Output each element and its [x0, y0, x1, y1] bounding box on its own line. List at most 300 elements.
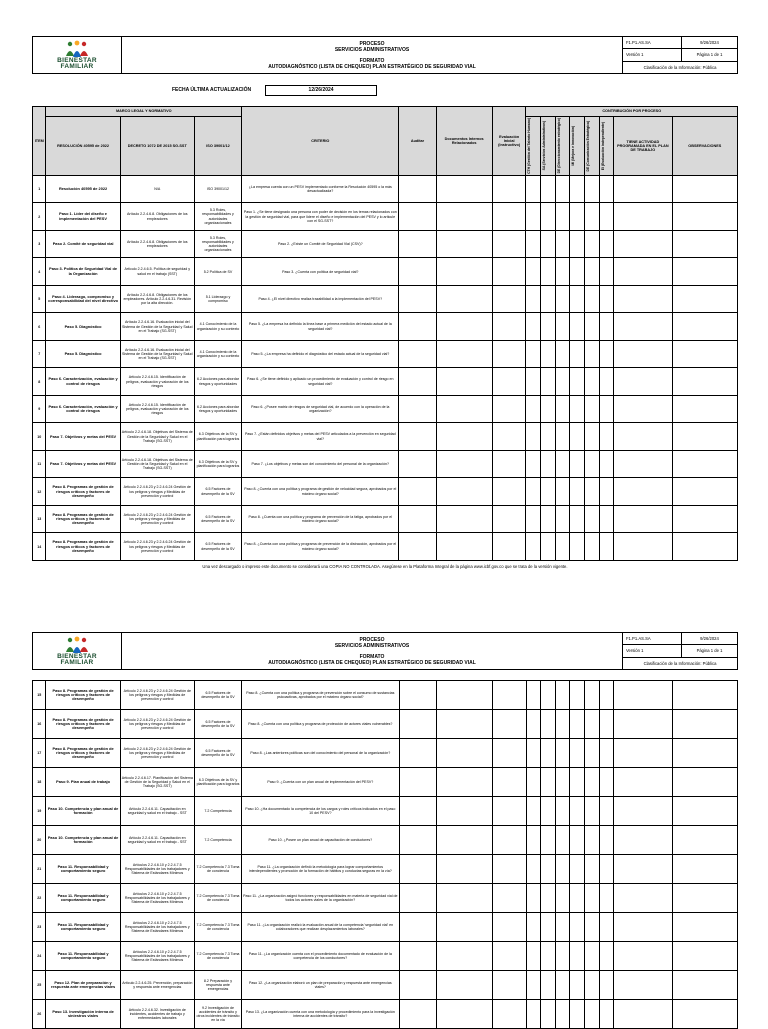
plan-cell[interactable] — [614, 681, 672, 710]
c2-cell[interactable] — [541, 884, 556, 913]
auditar-cell[interactable] — [399, 285, 436, 313]
c1-cell[interactable] — [526, 768, 541, 797]
plan-cell[interactable] — [614, 368, 672, 396]
plan-cell[interactable] — [614, 258, 672, 286]
c4-cell[interactable] — [570, 313, 585, 341]
c6-cell[interactable] — [599, 533, 614, 561]
c3-cell[interactable] — [555, 313, 570, 341]
c4-cell[interactable] — [570, 175, 585, 203]
c4-cell[interactable] — [570, 423, 585, 451]
plan-cell[interactable] — [614, 285, 672, 313]
obs-cell[interactable] — [672, 710, 737, 739]
c3-cell[interactable] — [555, 768, 570, 797]
c4-cell[interactable] — [570, 340, 585, 368]
auditar-cell[interactable] — [399, 450, 436, 478]
c6-cell[interactable] — [599, 681, 614, 710]
auditar-cell[interactable] — [399, 884, 436, 913]
eval-cell[interactable] — [492, 942, 526, 971]
c6-cell[interactable] — [599, 395, 614, 423]
eval-cell[interactable] — [492, 505, 526, 533]
auditar-cell[interactable] — [399, 855, 436, 884]
c2-cell[interactable] — [541, 942, 556, 971]
c2-cell[interactable] — [541, 826, 556, 855]
c5-cell[interactable] — [584, 913, 599, 942]
eval-cell[interactable] — [492, 826, 526, 855]
c4-cell[interactable] — [570, 203, 585, 231]
c3-cell[interactable] — [555, 368, 570, 396]
c1-cell[interactable] — [526, 368, 541, 396]
obs-cell[interactable] — [672, 971, 737, 1000]
docs-cell[interactable] — [436, 768, 492, 797]
c5-cell[interactable] — [584, 942, 599, 971]
eval-cell[interactable] — [492, 340, 526, 368]
c6-cell[interactable] — [599, 710, 614, 739]
obs-cell[interactable] — [672, 478, 737, 506]
docs-cell[interactable] — [436, 855, 492, 884]
docs-cell[interactable] — [436, 340, 492, 368]
c3-cell[interactable] — [555, 505, 570, 533]
docs-cell[interactable] — [436, 710, 492, 739]
auditar-cell[interactable] — [399, 797, 436, 826]
auditar-cell[interactable] — [399, 826, 436, 855]
auditar-cell[interactable] — [399, 533, 436, 561]
docs-cell[interactable] — [436, 533, 492, 561]
c5-cell[interactable] — [584, 710, 599, 739]
c5-cell[interactable] — [584, 884, 599, 913]
auditar-cell[interactable] — [399, 913, 436, 942]
c2-cell[interactable] — [541, 478, 556, 506]
eval-cell[interactable] — [492, 230, 526, 258]
plan-cell[interactable] — [614, 423, 672, 451]
c2-cell[interactable] — [541, 1000, 556, 1029]
plan-cell[interactable] — [614, 942, 672, 971]
eval-cell[interactable] — [492, 533, 526, 561]
eval-cell[interactable] — [492, 768, 526, 797]
obs-cell[interactable] — [672, 258, 737, 286]
docs-cell[interactable] — [436, 230, 492, 258]
c5-cell[interactable] — [584, 395, 599, 423]
auditar-cell[interactable] — [399, 681, 436, 710]
c6-cell[interactable] — [599, 739, 614, 768]
process-label: PROCESO — [359, 40, 385, 47]
eval-cell[interactable] — [492, 739, 526, 768]
auditar-cell[interactable] — [399, 423, 436, 451]
c3-cell[interactable] — [555, 203, 570, 231]
plan-cell[interactable] — [614, 203, 672, 231]
auditar-cell[interactable] — [399, 230, 436, 258]
plan-cell[interactable] — [614, 533, 672, 561]
c1-cell[interactable] — [526, 313, 541, 341]
eval-cell[interactable] — [492, 258, 526, 286]
c2-cell[interactable] — [541, 175, 556, 203]
c5-cell[interactable] — [584, 739, 599, 768]
iso-cell: 5.2 Política de SV — [194, 258, 241, 286]
c1-cell[interactable] — [526, 203, 541, 231]
c4-cell[interactable] — [570, 884, 585, 913]
docs-cell[interactable] — [436, 884, 492, 913]
c3-cell[interactable] — [555, 478, 570, 506]
c6-cell[interactable] — [599, 230, 614, 258]
c6-cell[interactable] — [599, 450, 614, 478]
c3-cell[interactable] — [555, 797, 570, 826]
obs-cell[interactable] — [672, 450, 737, 478]
c6-cell[interactable] — [599, 942, 614, 971]
eval-cell[interactable] — [492, 423, 526, 451]
obs-cell[interactable] — [672, 313, 737, 341]
criterion-cell: Paso 11. ¿La organización realizó la evaluación anual de la competencia 'seguridad vial' en colaboradores que realizan desplazamientos laborales? — [242, 913, 399, 942]
eval-cell[interactable] — [492, 884, 526, 913]
c5-cell[interactable] — [584, 768, 599, 797]
c2-cell[interactable] — [541, 340, 556, 368]
c2-cell[interactable] — [541, 450, 556, 478]
c6-cell[interactable] — [599, 884, 614, 913]
docs-cell[interactable] — [436, 942, 492, 971]
docs-cell[interactable] — [436, 505, 492, 533]
c3-cell[interactable] — [555, 450, 570, 478]
auditar-cell[interactable] — [399, 971, 436, 1000]
c6-cell[interactable] — [599, 203, 614, 231]
c6-cell[interactable] — [599, 478, 614, 506]
c1-cell[interactable] — [526, 258, 541, 286]
docs-cell[interactable] — [436, 1000, 492, 1029]
c6-cell[interactable] — [599, 913, 614, 942]
c2-cell[interactable] — [541, 533, 556, 561]
c1-cell[interactable] — [526, 797, 541, 826]
c5-cell[interactable] — [584, 203, 599, 231]
c5-cell[interactable] — [584, 285, 599, 313]
c4-cell[interactable] — [570, 230, 585, 258]
eval-cell[interactable] — [492, 368, 526, 396]
auditar-cell[interactable] — [399, 505, 436, 533]
c2-cell[interactable] — [541, 681, 556, 710]
eval-cell[interactable] — [492, 203, 526, 231]
auditar-cell[interactable] — [399, 313, 436, 341]
c3-cell[interactable] — [555, 340, 570, 368]
c6-cell[interactable] — [599, 797, 614, 826]
obs-cell[interactable] — [672, 423, 737, 451]
c5-cell[interactable] — [584, 533, 599, 561]
c4-cell[interactable] — [570, 739, 585, 768]
c6-cell[interactable] — [599, 340, 614, 368]
c2-cell[interactable] — [541, 230, 556, 258]
eval-cell[interactable] — [492, 395, 526, 423]
auditar-cell[interactable] — [399, 395, 436, 423]
auditar-cell[interactable] — [399, 175, 436, 203]
c2-cell[interactable] — [541, 739, 556, 768]
c5-cell[interactable] — [584, 478, 599, 506]
c6-cell[interactable] — [599, 971, 614, 1000]
c3-cell[interactable] — [555, 258, 570, 286]
eval-cell[interactable] — [492, 855, 526, 884]
c4-cell[interactable] — [570, 826, 585, 855]
c3-cell[interactable] — [555, 230, 570, 258]
c1-cell[interactable] — [526, 175, 541, 203]
docs-cell[interactable] — [436, 175, 492, 203]
c1-cell[interactable] — [526, 855, 541, 884]
obs-cell[interactable] — [672, 681, 737, 710]
c6-cell[interactable] — [599, 285, 614, 313]
c3-cell[interactable] — [555, 971, 570, 1000]
auditar-cell[interactable] — [399, 340, 436, 368]
eval-cell[interactable] — [492, 450, 526, 478]
c3-cell[interactable] — [555, 285, 570, 313]
auditar-cell[interactable] — [399, 203, 436, 231]
plan-cell[interactable] — [614, 710, 672, 739]
c2-cell[interactable] — [541, 797, 556, 826]
c4-cell[interactable] — [570, 681, 585, 710]
obs-cell[interactable] — [672, 884, 737, 913]
auditar-cell[interactable] — [399, 739, 436, 768]
c3-cell[interactable] — [555, 942, 570, 971]
c6-cell[interactable] — [599, 368, 614, 396]
decree-cell: Artículo 2.2.4.6.15. Identificación de peligros, evaluación y valoración de los riesgos — [120, 368, 194, 396]
docs-cell[interactable] — [436, 739, 492, 768]
auditar-cell[interactable] — [399, 942, 436, 971]
c4-cell[interactable] — [570, 368, 585, 396]
c3-cell[interactable] — [555, 175, 570, 203]
c1-cell[interactable] — [526, 450, 541, 478]
c5-cell[interactable] — [584, 175, 599, 203]
c6-cell[interactable] — [599, 258, 614, 286]
c6-cell[interactable] — [599, 1000, 614, 1029]
auditar-cell[interactable] — [399, 368, 436, 396]
c6-cell[interactable] — [599, 826, 614, 855]
c4-cell[interactable] — [570, 450, 585, 478]
c3-cell[interactable] — [555, 423, 570, 451]
obs-cell[interactable] — [672, 175, 737, 203]
plan-cell[interactable] — [614, 395, 672, 423]
obs-cell[interactable] — [672, 739, 737, 768]
c1-cell[interactable] — [526, 942, 541, 971]
plan-cell[interactable] — [614, 450, 672, 478]
eval-cell[interactable] — [492, 797, 526, 826]
c1-cell[interactable] — [526, 739, 541, 768]
auditar-cell[interactable] — [399, 258, 436, 286]
c5-cell[interactable] — [584, 505, 599, 533]
docs-cell[interactable] — [436, 681, 492, 710]
c4-cell[interactable] — [570, 285, 585, 313]
c5-cell[interactable] — [584, 368, 599, 396]
c1-cell[interactable] — [526, 230, 541, 258]
family-logo-icon — [64, 636, 90, 654]
c5-cell[interactable] — [584, 313, 599, 341]
c4-cell[interactable] — [570, 395, 585, 423]
c4-cell[interactable] — [570, 797, 585, 826]
obs-cell[interactable] — [672, 826, 737, 855]
eval-cell[interactable] — [492, 971, 526, 1000]
eval-cell[interactable] — [492, 285, 526, 313]
c4-cell[interactable] — [570, 710, 585, 739]
c6-cell[interactable] — [599, 175, 614, 203]
c3-cell[interactable] — [555, 855, 570, 884]
eval-cell[interactable] — [492, 478, 526, 506]
docs-cell[interactable] — [436, 450, 492, 478]
c4-cell[interactable] — [570, 768, 585, 797]
docs-cell[interactable] — [436, 368, 492, 396]
c2-cell[interactable] — [541, 768, 556, 797]
c4-cell[interactable] — [570, 855, 585, 884]
docs-cell[interactable] — [436, 913, 492, 942]
eval-cell[interactable] — [492, 681, 526, 710]
plan-cell[interactable] — [614, 313, 672, 341]
c4-cell[interactable] — [570, 505, 585, 533]
docs-cell[interactable] — [436, 971, 492, 1000]
c5-cell[interactable] — [584, 258, 599, 286]
auditar-cell[interactable] — [399, 478, 436, 506]
obs-cell[interactable] — [672, 285, 737, 313]
c2-cell[interactable] — [541, 913, 556, 942]
c5-cell[interactable] — [584, 340, 599, 368]
plan-cell[interactable] — [614, 478, 672, 506]
docs-cell[interactable] — [436, 423, 492, 451]
c5-cell[interactable] — [584, 1000, 599, 1029]
plan-cell[interactable] — [614, 739, 672, 768]
c2-cell[interactable] — [541, 505, 556, 533]
resolution-cell: Paso 11. Responsabilidad y comportamiento seguro — [46, 855, 120, 884]
obs-cell[interactable] — [672, 505, 737, 533]
c5-cell[interactable] — [584, 855, 599, 884]
obs-cell[interactable] — [672, 230, 737, 258]
c2-cell[interactable] — [541, 710, 556, 739]
auditar-cell[interactable] — [399, 710, 436, 739]
c4-cell[interactable] — [570, 1000, 585, 1029]
c6-cell[interactable] — [599, 768, 614, 797]
c4-cell[interactable] — [570, 971, 585, 1000]
c5-cell[interactable] — [584, 450, 599, 478]
obs-cell[interactable] — [672, 368, 737, 396]
docs-cell[interactable] — [436, 395, 492, 423]
c4-cell[interactable] — [570, 258, 585, 286]
item-number: 26 — [33, 1000, 46, 1029]
eval-cell[interactable] — [492, 1000, 526, 1029]
c6-cell[interactable] — [599, 855, 614, 884]
c3-cell[interactable] — [555, 395, 570, 423]
obs-cell[interactable] — [672, 797, 737, 826]
c2-cell[interactable] — [541, 855, 556, 884]
plan-cell[interactable] — [614, 230, 672, 258]
plan-cell[interactable] — [614, 768, 672, 797]
docs-cell[interactable] — [436, 258, 492, 286]
obs-cell[interactable] — [672, 768, 737, 797]
plan-cell[interactable] — [614, 797, 672, 826]
c3-cell[interactable] — [555, 533, 570, 561]
c5-cell[interactable] — [584, 826, 599, 855]
c6-cell[interactable] — [599, 423, 614, 451]
c1-cell[interactable] — [526, 340, 541, 368]
obs-cell[interactable] — [672, 1000, 737, 1029]
plan-cell[interactable] — [614, 913, 672, 942]
c5-cell[interactable] — [584, 971, 599, 1000]
obs-cell[interactable] — [672, 395, 737, 423]
c5-cell[interactable] — [584, 423, 599, 451]
obs-cell[interactable] — [672, 340, 737, 368]
eval-cell[interactable] — [492, 175, 526, 203]
c3-cell[interactable] — [555, 739, 570, 768]
plan-cell[interactable] — [614, 1000, 672, 1029]
c1-cell[interactable] — [526, 826, 541, 855]
c1-cell[interactable] — [526, 285, 541, 313]
plan-cell[interactable] — [614, 971, 672, 1000]
docs-cell[interactable] — [436, 797, 492, 826]
eval-cell[interactable] — [492, 313, 526, 341]
c1-cell[interactable] — [526, 884, 541, 913]
c1-cell[interactable] — [526, 395, 541, 423]
c3-cell[interactable] — [555, 710, 570, 739]
c1-cell[interactable] — [526, 1000, 541, 1029]
iso-cell: 5.3 Roles, responsabilidades y autoridades organizacionales — [194, 230, 241, 258]
docs-cell[interactable] — [436, 478, 492, 506]
plan-cell[interactable] — [614, 884, 672, 913]
c6-cell[interactable] — [599, 505, 614, 533]
c2-cell[interactable] — [541, 258, 556, 286]
c3-cell[interactable] — [555, 1000, 570, 1029]
docs-cell[interactable] — [436, 313, 492, 341]
c2-cell[interactable] — [541, 203, 556, 231]
c2-cell[interactable] — [541, 285, 556, 313]
c4-cell[interactable] — [570, 533, 585, 561]
c5-cell[interactable] — [584, 230, 599, 258]
auditar-cell[interactable] — [399, 1000, 436, 1029]
resolution-cell: Paso 11. Responsabilidad y comportamiento seguro — [46, 913, 120, 942]
docs-cell[interactable] — [436, 203, 492, 231]
c4-cell[interactable] — [570, 478, 585, 506]
c4-cell[interactable] — [570, 913, 585, 942]
c3-cell[interactable] — [555, 826, 570, 855]
eval-cell[interactable] — [492, 913, 526, 942]
obs-cell[interactable] — [672, 533, 737, 561]
iso-cell: 4.1 Conocimiento de la organización y su contexto — [194, 313, 241, 341]
c4-cell[interactable] — [570, 942, 585, 971]
plan-cell[interactable] — [614, 505, 672, 533]
c3-cell[interactable] — [555, 681, 570, 710]
c6-cell[interactable] — [599, 313, 614, 341]
auditar-cell[interactable] — [399, 768, 436, 797]
c1-cell[interactable] — [526, 505, 541, 533]
c5-cell[interactable] — [584, 797, 599, 826]
col-res: RESOLUCIÓN 40595 de 2022 — [46, 117, 120, 176]
c2-cell[interactable] — [541, 368, 556, 396]
docs-cell[interactable] — [436, 285, 492, 313]
c3-cell[interactable] — [555, 913, 570, 942]
docs-cell[interactable] — [436, 826, 492, 855]
c5-cell[interactable] — [584, 681, 599, 710]
obs-cell[interactable] — [672, 942, 737, 971]
c1-cell[interactable] — [526, 710, 541, 739]
col-c4: MI (Mejora e innovación) — [571, 126, 576, 166]
plan-cell[interactable] — [614, 826, 672, 855]
c3-cell[interactable] — [555, 884, 570, 913]
table-row — [33, 971, 738, 1000]
c2-cell[interactable] — [541, 971, 556, 1000]
plan-cell[interactable] — [614, 340, 672, 368]
c1-cell[interactable] — [526, 913, 541, 942]
obs-cell[interactable] — [672, 203, 737, 231]
plan-cell[interactable] — [614, 855, 672, 884]
c1-cell[interactable] — [526, 681, 541, 710]
obs-cell[interactable] — [672, 855, 737, 884]
iso-cell: 6.2 Acciones para abordar riesgos y oportunidades — [194, 368, 241, 396]
c2-cell[interactable] — [541, 423, 556, 451]
c1-cell[interactable] — [526, 533, 541, 561]
c1-cell[interactable] — [526, 423, 541, 451]
obs-cell[interactable] — [672, 913, 737, 942]
eval-cell[interactable] — [492, 710, 526, 739]
c2-cell[interactable] — [541, 313, 556, 341]
c1-cell[interactable] — [526, 971, 541, 1000]
c1-cell[interactable] — [526, 478, 541, 506]
c2-cell[interactable] — [541, 395, 556, 423]
plan-cell[interactable] — [614, 175, 672, 203]
